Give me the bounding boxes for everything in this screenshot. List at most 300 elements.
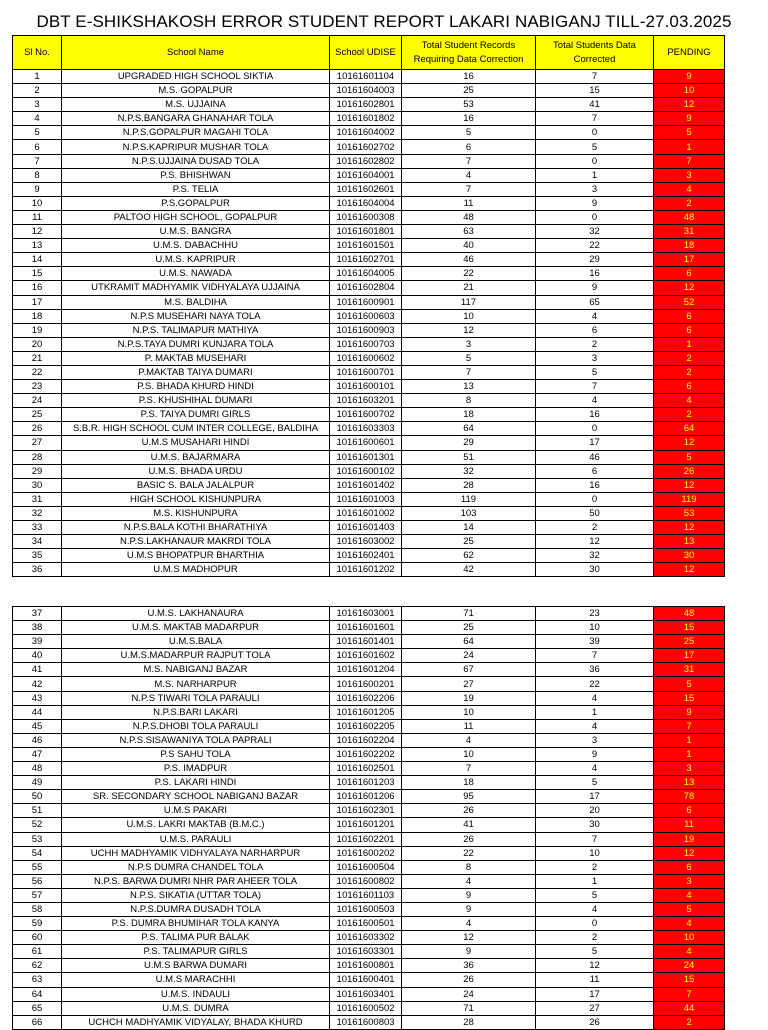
- table-row: [13, 888, 725, 902]
- cell-sl-no: 50: [13, 790, 62, 804]
- cell-pending: 7: [654, 987, 725, 1001]
- cell-total-records: 16: [402, 70, 536, 84]
- cell-data-corrected: 7: [536, 70, 654, 84]
- cell-data-corrected: 9: [536, 747, 654, 761]
- table-row: [13, 450, 725, 464]
- cell-data-corrected: 9: [536, 281, 654, 295]
- cell-pending: 119: [654, 492, 725, 506]
- table-row: [13, 762, 725, 776]
- cell-school-udise: 10161601403: [330, 521, 402, 535]
- cell-data-corrected: 6: [536, 323, 654, 337]
- cell-school-udise: 10161601103: [330, 888, 402, 902]
- cell-data-corrected: 6: [536, 464, 654, 478]
- cell-total-records: 64: [402, 422, 536, 436]
- report-table-part-2: [12, 606, 725, 1030]
- cell-sl-no: 6: [13, 140, 62, 154]
- cell-data-corrected: 4: [536, 309, 654, 323]
- cell-data-corrected: 9: [536, 196, 654, 210]
- table-row: [13, 225, 725, 239]
- cell-pending: 3: [654, 762, 725, 776]
- cell-data-corrected: 11: [536, 973, 654, 987]
- cell-pending: 5: [654, 902, 725, 916]
- cell-total-records: 4: [402, 733, 536, 747]
- cell-data-corrected: 1: [536, 705, 654, 719]
- cell-data-corrected: 17: [536, 987, 654, 1001]
- cell-total-records: 27: [402, 677, 536, 691]
- table-row: [13, 506, 725, 520]
- cell-school-name: P.S. TAIYA DUMRI GIRLS: [62, 408, 330, 422]
- cell-sl-no: 53: [13, 832, 62, 846]
- cell-school-name: M.S. UJJAINA: [62, 98, 330, 112]
- cell-school-udise: 10161600603: [330, 309, 402, 323]
- table-row: [13, 1001, 725, 1015]
- cell-school-name: N.P.S.DHOBI TOLA PARAULI: [62, 719, 330, 733]
- cell-total-records: 71: [402, 607, 536, 621]
- cell-total-records: 7: [402, 762, 536, 776]
- cell-school-name: UTKRAMIT MADHYAMIK VIDHYALAYA UJJAINA: [62, 281, 330, 295]
- cell-sl-no: 25: [13, 408, 62, 422]
- cell-school-udise: 10161603302: [330, 931, 402, 945]
- cell-data-corrected: 16: [536, 408, 654, 422]
- cell-pending: 15: [654, 973, 725, 987]
- cell-total-records: 4: [402, 168, 536, 182]
- cell-pending: 1: [654, 140, 725, 154]
- cell-school-udise: 10161601402: [330, 478, 402, 492]
- cell-total-records: 24: [402, 649, 536, 663]
- cell-sl-no: 17: [13, 295, 62, 309]
- cell-school-name: P.S. TALIMA PUR BALAK: [62, 931, 330, 945]
- cell-pending: 17: [654, 649, 725, 663]
- table-row: [13, 663, 725, 677]
- cell-pending: 64: [654, 422, 725, 436]
- cell-pending: 10: [654, 931, 725, 945]
- cell-school-udise: 10161601002: [330, 506, 402, 520]
- cell-pending: 15: [654, 621, 725, 635]
- cell-sl-no: 12: [13, 225, 62, 239]
- cell-pending: 2: [654, 351, 725, 365]
- cell-pending: 1: [654, 733, 725, 747]
- cell-data-corrected: 12: [536, 959, 654, 973]
- cell-data-corrected: 16: [536, 267, 654, 281]
- cell-school-udise: 10161602701: [330, 253, 402, 267]
- cell-school-udise: 10161602205: [330, 719, 402, 733]
- cell-school-udise: 10161601602: [330, 649, 402, 663]
- cell-pending: 13: [654, 535, 725, 549]
- cell-school-name: M.S. NARHARPUR: [62, 677, 330, 691]
- cell-school-udise: 10161602501: [330, 762, 402, 776]
- table-row: [13, 535, 725, 549]
- cell-total-records: 24: [402, 987, 536, 1001]
- cell-total-records: 67: [402, 663, 536, 677]
- cell-pending: 48: [654, 210, 725, 224]
- cell-data-corrected: 15: [536, 84, 654, 98]
- cell-school-name: S.B.R. HIGH SCHOOL CUM INTER COLLEGE, BALDIHA: [62, 422, 330, 436]
- cell-sl-no: 58: [13, 902, 62, 916]
- cell-pending: 5: [654, 677, 725, 691]
- cell-school-name: M.S. KISHUNPURA: [62, 506, 330, 520]
- cell-sl-no: 10: [13, 196, 62, 210]
- cell-school-name: N.P.S.BANGARA GHANAHAR TOLA: [62, 112, 330, 126]
- cell-school-name: U.M.S. BANGRA: [62, 225, 330, 239]
- cell-total-records: 62: [402, 549, 536, 563]
- cell-total-records: 48: [402, 210, 536, 224]
- report-table-part-1: [12, 35, 725, 577]
- cell-total-records: 95: [402, 790, 536, 804]
- table-row: [13, 776, 725, 790]
- cell-school-udise: 10161602301: [330, 804, 402, 818]
- header-sl-no: Sl No.: [13, 36, 62, 70]
- table-row: [13, 549, 725, 563]
- table-row: [13, 464, 725, 478]
- cell-data-corrected: 23: [536, 607, 654, 621]
- cell-data-corrected: 29: [536, 253, 654, 267]
- cell-school-udise: 10161604004: [330, 196, 402, 210]
- cell-school-udise: 10161600703: [330, 337, 402, 351]
- table-row: [13, 239, 725, 253]
- cell-total-records: 21: [402, 281, 536, 295]
- cell-total-records: 9: [402, 902, 536, 916]
- cell-sl-no: 45: [13, 719, 62, 733]
- cell-school-udise: 10161601104: [330, 70, 402, 84]
- cell-data-corrected: 5: [536, 945, 654, 959]
- cell-sl-no: 46: [13, 733, 62, 747]
- cell-school-name: N.P.S.BARI LAKARI: [62, 705, 330, 719]
- cell-sl-no: 4: [13, 112, 62, 126]
- cell-pending: 9: [654, 70, 725, 84]
- cell-data-corrected: 7: [536, 112, 654, 126]
- cell-school-name: U.M.S BARWA DUMARI: [62, 959, 330, 973]
- cell-sl-no: 47: [13, 747, 62, 761]
- table-row: [13, 394, 725, 408]
- cell-data-corrected: 5: [536, 776, 654, 790]
- table-row: [13, 959, 725, 973]
- table-row: [13, 196, 725, 210]
- cell-sl-no: 41: [13, 663, 62, 677]
- cell-total-records: 64: [402, 635, 536, 649]
- cell-pending: 12: [654, 98, 725, 112]
- cell-sl-no: 2: [13, 84, 62, 98]
- cell-sl-no: 27: [13, 436, 62, 450]
- cell-school-name: U.M.S PAKARI: [62, 804, 330, 818]
- table-row: [13, 253, 725, 267]
- cell-sl-no: 21: [13, 351, 62, 365]
- cell-total-records: 13: [402, 380, 536, 394]
- cell-sl-no: 11: [13, 210, 62, 224]
- cell-pending: 5: [654, 126, 725, 140]
- cell-school-name: U.M.S MARACHHI: [62, 973, 330, 987]
- cell-pending: 52: [654, 295, 725, 309]
- cell-total-records: 63: [402, 225, 536, 239]
- table-row: [13, 621, 725, 635]
- cell-school-name: P. MAKTAB MUSEHARI: [62, 351, 330, 365]
- table-row: [13, 436, 725, 450]
- cell-school-udise: 10161601401: [330, 635, 402, 649]
- cell-pending: 48: [654, 607, 725, 621]
- cell-pending: 7: [654, 154, 725, 168]
- cell-school-udise: 10161600201: [330, 677, 402, 691]
- cell-school-udise: 10161601801: [330, 225, 402, 239]
- cell-school-udise: 10161600504: [330, 860, 402, 874]
- cell-data-corrected: 50: [536, 506, 654, 520]
- cell-school-name: UCHH MADHYAMIK VIDHYALAYA NARHARPUR: [62, 846, 330, 860]
- cell-sl-no: 5: [13, 126, 62, 140]
- cell-total-records: 5: [402, 126, 536, 140]
- header-total-records: Total Student Records Requiring Data Correction: [402, 36, 536, 70]
- cell-total-records: 19: [402, 691, 536, 705]
- cell-data-corrected: 0: [536, 422, 654, 436]
- cell-total-records: 7: [402, 365, 536, 379]
- cell-pending: 6: [654, 309, 725, 323]
- cell-school-name: N.P.S.DUMRA DUSADH TOLA: [62, 902, 330, 916]
- cell-pending: 6: [654, 860, 725, 874]
- cell-school-udise: 10161602801: [330, 98, 402, 112]
- cell-school-udise: 10161600903: [330, 323, 402, 337]
- cell-pending: 10: [654, 84, 725, 98]
- table-row: [13, 309, 725, 323]
- cell-total-records: 103: [402, 506, 536, 520]
- table-row: [13, 1015, 725, 1029]
- cell-school-name: U.M.S. LAKHANAURA: [62, 607, 330, 621]
- cell-pending: 12: [654, 436, 725, 450]
- table-row: [13, 973, 725, 987]
- cell-total-records: 9: [402, 888, 536, 902]
- cell-pending: 30: [654, 549, 725, 563]
- cell-school-udise: 10161600801: [330, 959, 402, 973]
- cell-school-name: M.S. NABIGANJ BAZAR: [62, 663, 330, 677]
- cell-data-corrected: 3: [536, 733, 654, 747]
- cell-school-name: N.P.S.BALA KOTHI BHARATHIYA: [62, 521, 330, 535]
- cell-pending: 6: [654, 804, 725, 818]
- cell-pending: 7: [654, 719, 725, 733]
- cell-total-records: 14: [402, 521, 536, 535]
- cell-total-records: 3: [402, 337, 536, 351]
- table-row: [13, 818, 725, 832]
- cell-data-corrected: 12: [536, 535, 654, 549]
- cell-total-records: 5: [402, 351, 536, 365]
- cell-total-records: 11: [402, 196, 536, 210]
- cell-data-corrected: 26: [536, 1015, 654, 1029]
- cell-data-corrected: 4: [536, 719, 654, 733]
- cell-school-name: N.P.S.LAKHANAUR MAKRDI TOLA: [62, 535, 330, 549]
- cell-sl-no: 65: [13, 1001, 62, 1015]
- cell-sl-no: 49: [13, 776, 62, 790]
- table-row: [13, 691, 725, 705]
- table-row: [13, 295, 725, 309]
- cell-data-corrected: 4: [536, 762, 654, 776]
- cell-school-udise: 10161601802: [330, 112, 402, 126]
- cell-school-udise: 10161601206: [330, 790, 402, 804]
- cell-school-udise: 10161600503: [330, 902, 402, 916]
- cell-sl-no: 66: [13, 1015, 62, 1029]
- cell-school-name: U.M.S. DUMRA: [62, 1001, 330, 1015]
- cell-data-corrected: 1: [536, 168, 654, 182]
- table-row: [13, 607, 725, 621]
- cell-pending: 2: [654, 365, 725, 379]
- cell-school-udise: 10161601202: [330, 563, 402, 577]
- cell-school-name: P.S SAHU TOLA: [62, 747, 330, 761]
- cell-school-udise: 10161601201: [330, 818, 402, 832]
- cell-data-corrected: 10: [536, 621, 654, 635]
- cell-data-corrected: 36: [536, 663, 654, 677]
- cell-school-udise: 10161600601: [330, 436, 402, 450]
- cell-sl-no: 30: [13, 478, 62, 492]
- cell-total-records: 26: [402, 804, 536, 818]
- cell-school-udise: 10161600602: [330, 351, 402, 365]
- cell-sl-no: 24: [13, 394, 62, 408]
- cell-school-udise: 10161602702: [330, 140, 402, 154]
- cell-school-udise: 10161602206: [330, 691, 402, 705]
- cell-sl-no: 55: [13, 860, 62, 874]
- cell-total-records: 42: [402, 563, 536, 577]
- cell-school-name: N.P.S TIWARI TOLA PARAULI: [62, 691, 330, 705]
- table-row: [13, 478, 725, 492]
- cell-data-corrected: 5: [536, 140, 654, 154]
- cell-sl-no: 52: [13, 818, 62, 832]
- cell-sl-no: 32: [13, 506, 62, 520]
- cell-school-name: U.M.S. KAPRIPUR: [62, 253, 330, 267]
- cell-pending: 11: [654, 818, 725, 832]
- cell-school-udise: 10161601601: [330, 621, 402, 635]
- table-row: [13, 351, 725, 365]
- table-row: [13, 649, 725, 663]
- cell-sl-no: 57: [13, 888, 62, 902]
- cell-sl-no: 14: [13, 253, 62, 267]
- cell-sl-no: 34: [13, 535, 62, 549]
- cell-sl-no: 42: [13, 677, 62, 691]
- cell-sl-no: 39: [13, 635, 62, 649]
- cell-total-records: 25: [402, 84, 536, 98]
- cell-pending: 12: [654, 563, 725, 577]
- cell-total-records: 26: [402, 832, 536, 846]
- cell-school-udise: 10161600308: [330, 210, 402, 224]
- cell-pending: 13: [654, 776, 725, 790]
- cell-school-name: N.P.S.KAPRIPUR MUSHAR TOLA: [62, 140, 330, 154]
- cell-school-udise: 10161601003: [330, 492, 402, 506]
- cell-sl-no: 38: [13, 621, 62, 635]
- cell-total-records: 10: [402, 309, 536, 323]
- cell-school-udise: 10161603002: [330, 535, 402, 549]
- cell-pending: 12: [654, 846, 725, 860]
- cell-sl-no: 33: [13, 521, 62, 535]
- cell-pending: 1: [654, 337, 725, 351]
- cell-school-udise: 10161600901: [330, 295, 402, 309]
- cell-total-records: 7: [402, 154, 536, 168]
- cell-data-corrected: 3: [536, 351, 654, 365]
- cell-school-udise: 10161602401: [330, 549, 402, 563]
- table-row: [13, 154, 725, 168]
- cell-school-udise: 10161603303: [330, 422, 402, 436]
- cell-school-udise: 10161602802: [330, 154, 402, 168]
- cell-school-name: P.S. IMADPUR: [62, 762, 330, 776]
- table-body-part-1: [13, 70, 725, 577]
- cell-school-name: U.M.S. MAKTAB MADARPUR: [62, 621, 330, 635]
- cell-data-corrected: 17: [536, 436, 654, 450]
- cell-pending: 15: [654, 691, 725, 705]
- cell-data-corrected: 4: [536, 902, 654, 916]
- cell-sl-no: 64: [13, 987, 62, 1001]
- cell-pending: 3: [654, 168, 725, 182]
- cell-pending: 9: [654, 705, 725, 719]
- cell-school-udise: 10161600803: [330, 1015, 402, 1029]
- cell-school-name: N.P.S. BARWA DUMRI NHR PAR AHEER TOLA: [62, 874, 330, 888]
- table-row: [13, 874, 725, 888]
- table-row: [13, 408, 725, 422]
- cell-total-records: 22: [402, 267, 536, 281]
- cell-sl-no: 9: [13, 182, 62, 196]
- cell-pending: 6: [654, 323, 725, 337]
- table-row: [13, 521, 725, 535]
- table-row: [13, 98, 725, 112]
- cell-school-udise: 10161602601: [330, 182, 402, 196]
- cell-total-records: 53: [402, 98, 536, 112]
- table-row: [13, 733, 725, 747]
- cell-school-name: U.M.S. LAKRI MAKTAB (B.M.C.): [62, 818, 330, 832]
- cell-data-corrected: 65: [536, 295, 654, 309]
- cell-pending: 4: [654, 182, 725, 196]
- cell-data-corrected: 39: [536, 635, 654, 649]
- cell-data-corrected: 32: [536, 225, 654, 239]
- cell-school-name: P.S. LAKARI HINDI: [62, 776, 330, 790]
- table-row: [13, 719, 725, 733]
- table-header-row: [13, 36, 725, 70]
- header-pending: PENDING: [654, 36, 725, 70]
- cell-total-records: 71: [402, 1001, 536, 1015]
- cell-school-name: N.P.S.UJJAINA DUSAD TOLA: [62, 154, 330, 168]
- report-title: DBT E-SHIKSHAKOSH ERROR STUDENT REPORT LAKARI NABIGANJ TILL-27.03.2025: [36, 12, 732, 31]
- cell-school-udise: 10161604001: [330, 168, 402, 182]
- cell-pending: 4: [654, 394, 725, 408]
- cell-pending: 1: [654, 747, 725, 761]
- cell-school-udise: 10161603201: [330, 394, 402, 408]
- header-data-corrected: Total Students Data Corrected: [536, 36, 654, 70]
- cell-school-name: U.M.S. DABACHHU: [62, 239, 330, 253]
- cell-pending: 4: [654, 888, 725, 902]
- cell-school-udise: 10161600701: [330, 365, 402, 379]
- header-school-name: School Name: [62, 36, 330, 70]
- table-row: [13, 365, 725, 379]
- cell-total-records: 18: [402, 408, 536, 422]
- table-row: [13, 492, 725, 506]
- cell-pending: 78: [654, 790, 725, 804]
- cell-school-udise: 10161603401: [330, 987, 402, 1001]
- cell-sl-no: 54: [13, 846, 62, 860]
- cell-total-records: 119: [402, 492, 536, 506]
- cell-pending: 44: [654, 1001, 725, 1015]
- cell-total-records: 8: [402, 394, 536, 408]
- table-row: [13, 860, 725, 874]
- table-row: [13, 945, 725, 959]
- cell-total-records: 9: [402, 945, 536, 959]
- cell-school-name: U.M.S. BAJARMARA: [62, 450, 330, 464]
- cell-school-udise: 10161602804: [330, 281, 402, 295]
- cell-data-corrected: 4: [536, 394, 654, 408]
- cell-school-name: U.M.S. BHADA URDU: [62, 464, 330, 478]
- cell-sl-no: 35: [13, 549, 62, 563]
- table-row: [13, 140, 725, 154]
- cell-data-corrected: 41: [536, 98, 654, 112]
- cell-total-records: 32: [402, 464, 536, 478]
- cell-pending: 31: [654, 663, 725, 677]
- cell-pending: 2: [654, 196, 725, 210]
- cell-total-records: 12: [402, 323, 536, 337]
- table-row: [13, 112, 725, 126]
- cell-data-corrected: 2: [536, 337, 654, 351]
- cell-sl-no: 8: [13, 168, 62, 182]
- cell-school-name: P.MAKTAB TAIYA DUMARI: [62, 365, 330, 379]
- cell-school-udise: 10161601205: [330, 705, 402, 719]
- cell-data-corrected: 27: [536, 1001, 654, 1015]
- cell-total-records: 8: [402, 860, 536, 874]
